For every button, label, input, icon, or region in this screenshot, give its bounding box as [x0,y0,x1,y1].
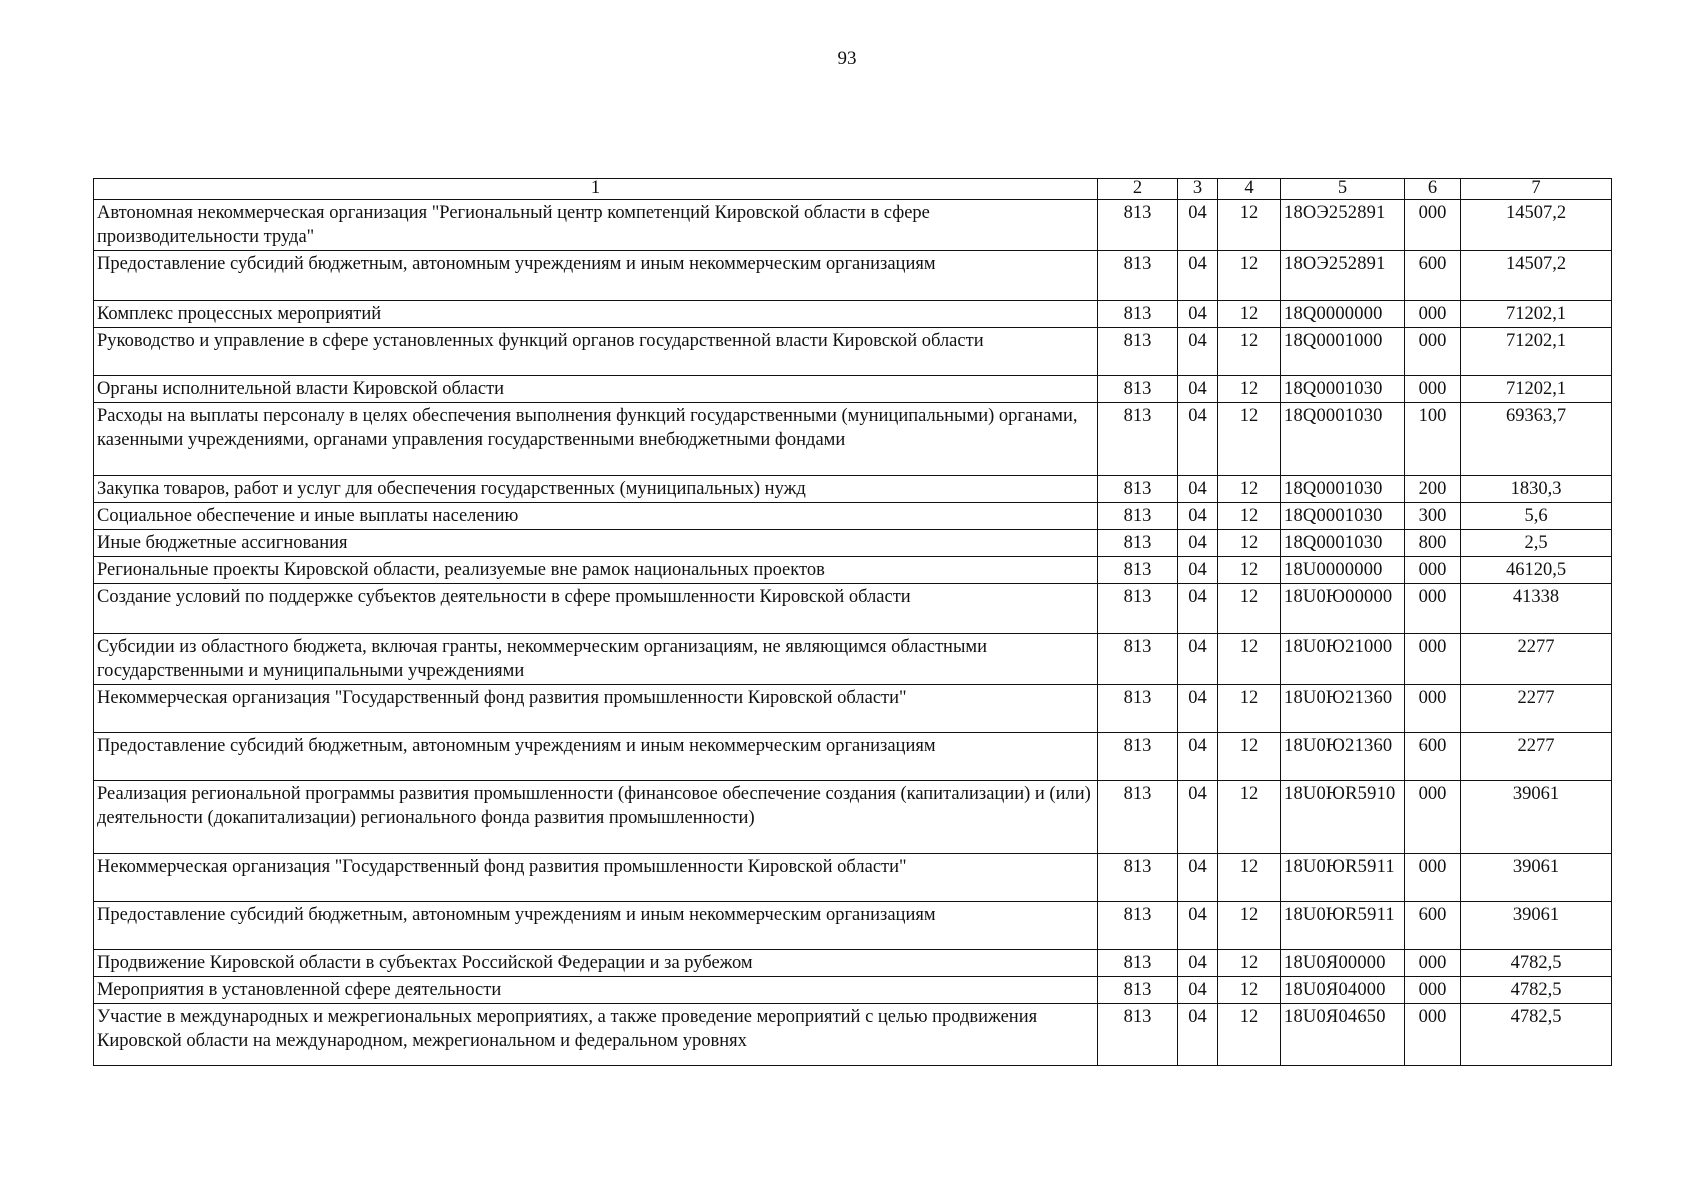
row-col-5: 18U0Ю21000 [1281,634,1405,685]
row-col-3: 04 [1178,950,1218,977]
table-row [94,530,1612,557]
row-col-6: 800 [1405,530,1461,557]
row-col-5: 18U0Я00000 [1281,950,1405,977]
table-row [94,977,1612,1004]
row-col-3: 04 [1178,328,1218,376]
row-col-7: 71202,1 [1461,301,1612,328]
row-col-2: 813 [1098,584,1178,634]
header-col-7: 7 [1461,179,1612,200]
row-col-6: 000 [1405,854,1461,902]
table-row [94,584,1612,634]
row-col-5: 18U0Ю00000 [1281,584,1405,634]
row-col-4: 12 [1218,251,1281,301]
row-col-4: 12 [1218,476,1281,503]
row-col-7: 46120,5 [1461,557,1612,584]
row-col-5: 18U0000000 [1281,557,1405,584]
row-col-7: 14507,2 [1461,200,1612,251]
row-name: Автономная некоммерческая организация "Региональный центр компетенций Кировской области в сфере производительности труда" [94,200,1098,251]
row-col-4: 12 [1218,328,1281,376]
row-col-2: 813 [1098,530,1178,557]
table-row [94,301,1612,328]
header-row [94,179,1612,200]
row-col-4: 12 [1218,301,1281,328]
row-name: Субсидии из областного бюджета, включая гранты, некоммерческим организациям, не являющимся областными государственными и муниципальными учреждениями [94,634,1098,685]
row-col-5: 18Q0000000 [1281,301,1405,328]
row-col-6: 000 [1405,781,1461,854]
row-col-6: 000 [1405,977,1461,1004]
row-col-7: 39061 [1461,854,1612,902]
table-row [94,685,1612,733]
row-col-2: 813 [1098,503,1178,530]
row-name: Предоставление субсидий бюджетным, автономным учреждениям и иным некоммерческим организациям [94,902,1098,950]
row-name: Продвижение Кировской области в субъектах Российской Федерации и за рубежом [94,950,1098,977]
row-col-6: 000 [1405,584,1461,634]
row-col-5: 18U0ЮR5911 [1281,854,1405,902]
row-name: Комплекс процессных мероприятий [94,301,1098,328]
row-col-3: 04 [1178,902,1218,950]
table-row [94,403,1612,476]
row-col-3: 04 [1178,781,1218,854]
row-col-7: 4782,5 [1461,977,1612,1004]
row-name: Предоставление субсидий бюджетным, автономным учреждениям и иным некоммерческим организациям [94,733,1098,781]
row-col-2: 813 [1098,733,1178,781]
row-col-5: 18ОЭ252891 [1281,251,1405,301]
row-col-2: 813 [1098,685,1178,733]
page-number: 93 [837,48,857,69]
row-col-7: 2,5 [1461,530,1612,557]
row-col-3: 04 [1178,251,1218,301]
row-name: Закупка товаров, работ и услуг для обеспечения государственных (муниципальных) нужд [94,476,1098,503]
row-col-4: 12 [1218,950,1281,977]
row-col-6: 000 [1405,685,1461,733]
row-name: Предоставление субсидий бюджетным, автономным учреждениям и иным некоммерческим организациям [94,251,1098,301]
row-col-3: 04 [1178,557,1218,584]
table-row [94,557,1612,584]
row-col-4: 12 [1218,584,1281,634]
row-col-5: 18U0ЮR5910 [1281,781,1405,854]
row-name: Некоммерческая организация "Государственный фонд развития промышленности Кировской области" [94,854,1098,902]
table-body [94,200,1612,1066]
row-col-3: 04 [1178,403,1218,476]
row-col-3: 04 [1178,476,1218,503]
table-row [94,902,1612,950]
row-col-2: 813 [1098,634,1178,685]
row-col-4: 12 [1218,733,1281,781]
row-col-5: 18U0Ю21360 [1281,733,1405,781]
row-col-3: 04 [1178,1004,1218,1066]
row-col-2: 813 [1098,950,1178,977]
row-col-4: 12 [1218,200,1281,251]
row-col-6: 600 [1405,251,1461,301]
row-col-5: 18Q0001030 [1281,476,1405,503]
header-col-5: 5 [1281,179,1405,200]
row-col-4: 12 [1218,977,1281,1004]
row-col-2: 813 [1098,854,1178,902]
budget-table [93,178,1612,1066]
row-name: Реализация региональной программы развития промышленности (финансовое обеспечение создания (капитализации) и (или) деятельности (докапитализации) регионального фонда развития промышленности) [94,781,1098,854]
row-col-3: 04 [1178,854,1218,902]
row-name: Социальное обеспечение и иные выплаты населению [94,503,1098,530]
row-col-5: 18U0Ю21360 [1281,685,1405,733]
table-row [94,476,1612,503]
row-name: Участие в международных и межрегиональных мероприятиях, а также проведение мероприятий с целью продвижения Кировской области на международном, межрегиональном и федеральном уровнях [94,1004,1098,1066]
table-row [94,781,1612,854]
row-col-3: 04 [1178,634,1218,685]
row-col-6: 000 [1405,301,1461,328]
table-row [94,328,1612,376]
row-col-6: 100 [1405,403,1461,476]
row-col-6: 600 [1405,733,1461,781]
row-name: Иные бюджетные ассигнования [94,530,1098,557]
row-col-5: 18ОЭ252891 [1281,200,1405,251]
header-col-1: 1 [94,179,1098,200]
header-col-3: 3 [1178,179,1218,200]
row-col-5: 18U0ЮR5911 [1281,902,1405,950]
row-col-6: 000 [1405,1004,1461,1066]
row-name: Руководство и управление в сфере установленных функций органов государственной власти Кировской области [94,328,1098,376]
row-col-4: 12 [1218,902,1281,950]
row-col-4: 12 [1218,376,1281,403]
table-row [94,503,1612,530]
row-col-3: 04 [1178,376,1218,403]
table-row [94,950,1612,977]
row-col-4: 12 [1218,503,1281,530]
row-col-3: 04 [1178,977,1218,1004]
row-col-2: 813 [1098,200,1178,251]
row-name: Создание условий по поддержке субъектов деятельности в сфере промышленности Кировской области [94,584,1098,634]
row-col-3: 04 [1178,503,1218,530]
row-col-2: 813 [1098,328,1178,376]
row-col-2: 813 [1098,977,1178,1004]
row-col-2: 813 [1098,1004,1178,1066]
table-row [94,854,1612,902]
row-col-2: 813 [1098,781,1178,854]
row-col-4: 12 [1218,530,1281,557]
row-col-7: 69363,7 [1461,403,1612,476]
row-col-7: 71202,1 [1461,376,1612,403]
row-col-7: 41338 [1461,584,1612,634]
row-col-6: 000 [1405,200,1461,251]
row-col-4: 12 [1218,634,1281,685]
row-col-3: 04 [1178,685,1218,733]
row-col-2: 813 [1098,557,1178,584]
row-col-5: 18Q0001030 [1281,530,1405,557]
table-row [94,1004,1612,1066]
row-col-7: 14507,2 [1461,251,1612,301]
row-col-3: 04 [1178,733,1218,781]
row-name: Органы исполнительной власти Кировской области [94,376,1098,403]
row-col-7: 4782,5 [1461,950,1612,977]
row-col-3: 04 [1178,200,1218,251]
row-col-4: 12 [1218,1004,1281,1066]
header-col-4: 4 [1218,179,1281,200]
row-col-7: 4782,5 [1461,1004,1612,1066]
row-col-7: 5,6 [1461,503,1612,530]
row-col-3: 04 [1178,301,1218,328]
row-col-6: 000 [1405,634,1461,685]
row-col-6: 000 [1405,376,1461,403]
row-col-3: 04 [1178,530,1218,557]
table-row [94,251,1612,301]
table-row [94,634,1612,685]
row-col-7: 39061 [1461,902,1612,950]
row-col-6: 000 [1405,328,1461,376]
row-col-2: 813 [1098,251,1178,301]
row-col-7: 2277 [1461,634,1612,685]
row-col-5: 18Q0001000 [1281,328,1405,376]
row-col-7: 71202,1 [1461,328,1612,376]
row-col-2: 813 [1098,902,1178,950]
row-col-6: 300 [1405,503,1461,530]
row-col-7: 1830,3 [1461,476,1612,503]
row-col-7: 2277 [1461,685,1612,733]
row-col-4: 12 [1218,557,1281,584]
row-col-6: 200 [1405,476,1461,503]
row-name: Мероприятия в установленной сфере деятельности [94,977,1098,1004]
row-name: Некоммерческая организация "Государственный фонд развития промышленности Кировской области" [94,685,1098,733]
table-row [94,200,1612,251]
row-col-5: 18Q0001030 [1281,503,1405,530]
row-col-7: 39061 [1461,781,1612,854]
row-name: Региональные проекты Кировской области, реализуемые вне рамок национальных проектов [94,557,1098,584]
row-col-3: 04 [1178,584,1218,634]
row-name: Расходы на выплаты персоналу в целях обеспечения выполнения функций государственными (муниципальными) органами, казенными учреждениями, органами управления государственными внебюджетными фондами [94,403,1098,476]
row-col-4: 12 [1218,781,1281,854]
row-col-4: 12 [1218,403,1281,476]
row-col-6: 600 [1405,902,1461,950]
header-col-6: 6 [1405,179,1461,200]
row-col-4: 12 [1218,685,1281,733]
table-row [94,733,1612,781]
row-col-5: 18U0Я04000 [1281,977,1405,1004]
row-col-4: 12 [1218,854,1281,902]
row-col-6: 000 [1405,950,1461,977]
row-col-5: 18Q0001030 [1281,376,1405,403]
row-col-5: 18Q0001030 [1281,403,1405,476]
row-col-5: 18U0Я04650 [1281,1004,1405,1066]
table-row [94,376,1612,403]
header-col-2: 2 [1098,179,1178,200]
row-col-2: 813 [1098,476,1178,503]
row-col-2: 813 [1098,403,1178,476]
row-col-2: 813 [1098,301,1178,328]
row-col-2: 813 [1098,376,1178,403]
row-col-6: 000 [1405,557,1461,584]
row-col-7: 2277 [1461,733,1612,781]
